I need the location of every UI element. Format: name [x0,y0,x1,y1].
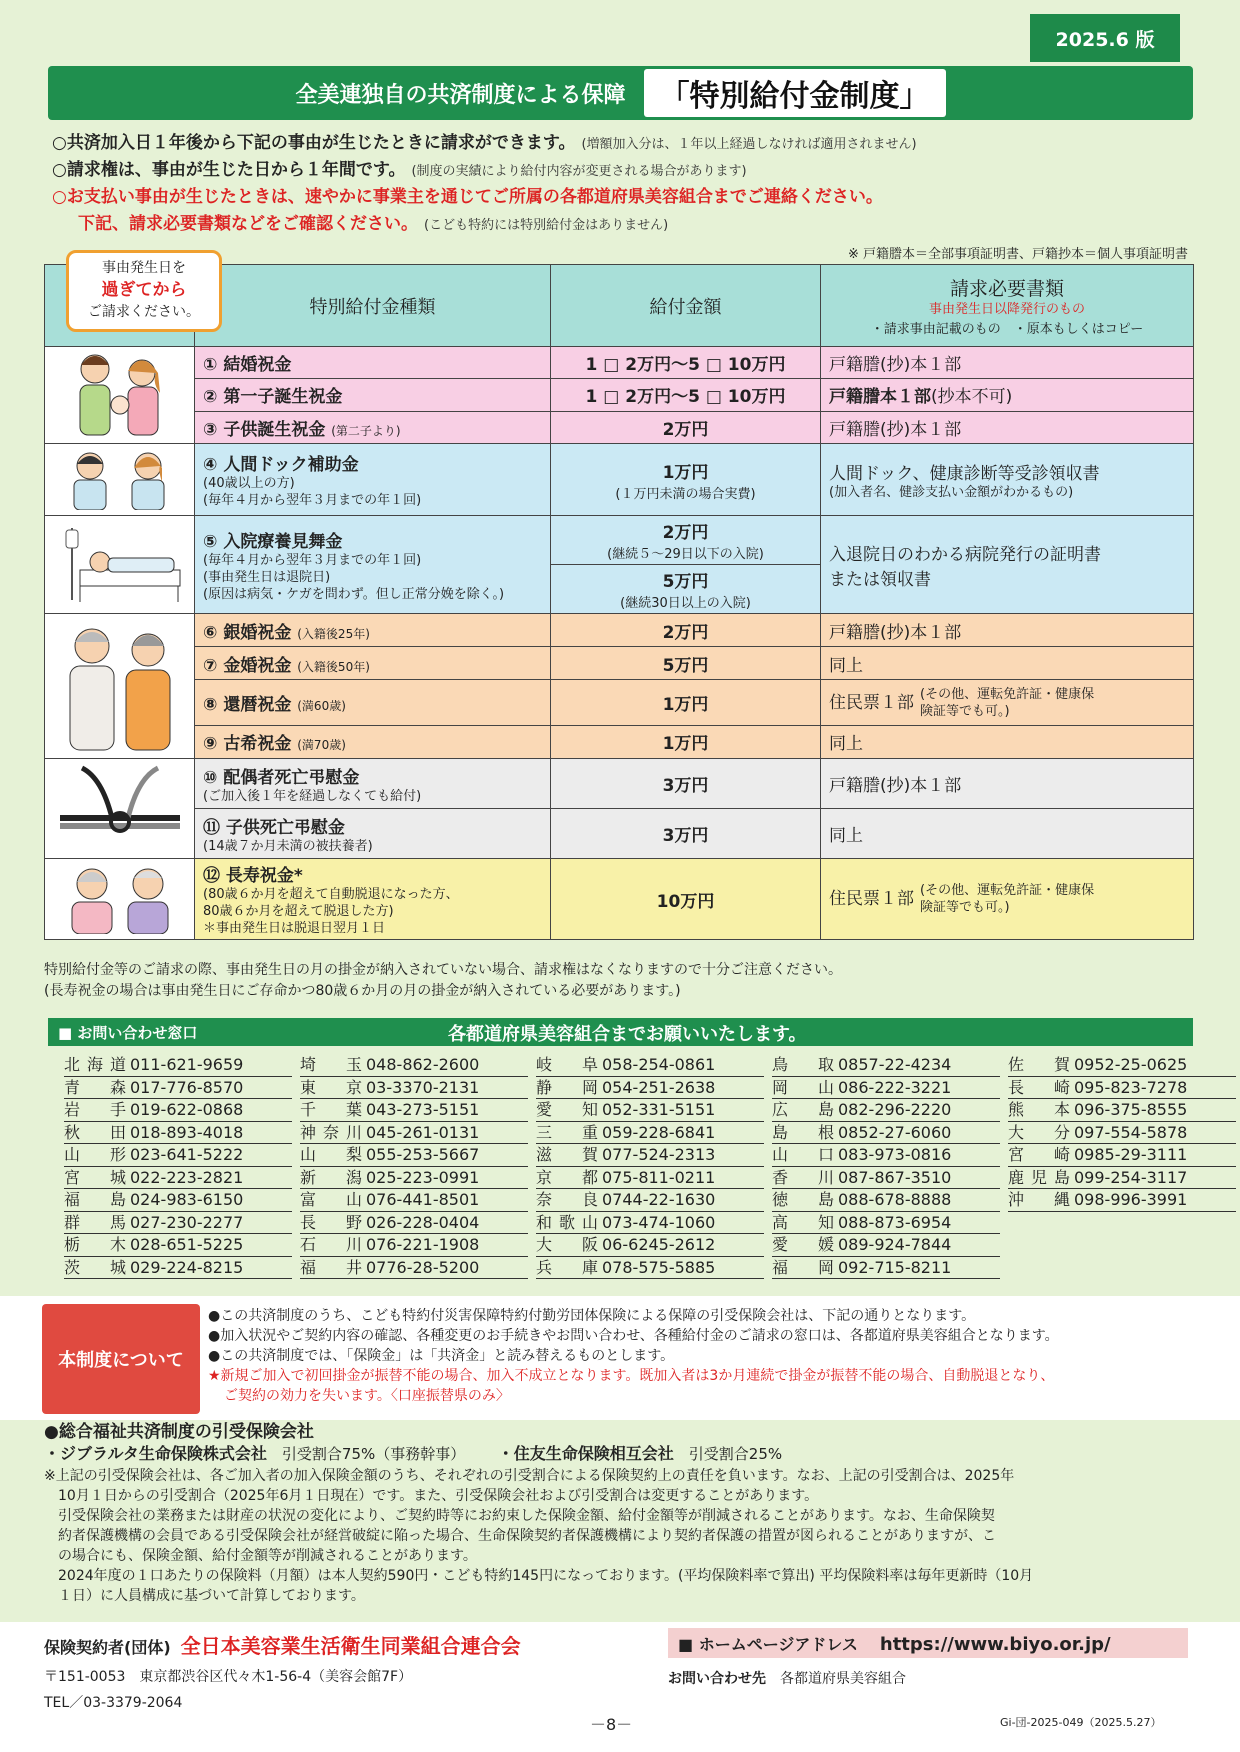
prefecture-name: 群馬 [64,1212,126,1232]
prefecture-name: 徳島 [772,1190,834,1209]
phone-number: 026-228-0404 [366,1212,480,1232]
head-type: 特別給付金種類 [195,265,551,347]
prefecture-name: 山口 [772,1145,834,1164]
phone-number: 089-924-7844 [838,1235,952,1254]
phone-row [300,1234,528,1257]
prefecture-name: 岡山 [772,1077,834,1097]
phone-row [772,1077,1000,1100]
phone-number: 054-251-2638 [602,1077,716,1097]
homepage: ■ ホームページアドレス https://www.biyo.or.jp/ [668,1628,1188,1658]
prefecture-name: 熊本 [1008,1100,1070,1119]
phone-number: 055-253-5667 [366,1145,480,1164]
phone-row [64,1122,292,1145]
note-4: 下記、請求必要書類などをご確認ください。 (こども特約には特別給付金はありません) [78,214,669,234]
phone-row [64,1212,292,1235]
phone-row [1008,1054,1236,1077]
prefecture-name: 大分 [1008,1122,1070,1142]
phone-column [772,1054,1000,1279]
contractor: 保険契約者(団体) 全日本美容業生活衛生同業組合連合会 [44,1634,521,1658]
phone-column [64,1054,292,1279]
table-row: ⑦ 金婚祝金 (入籍後50年) 5万円 同上 [45,647,1194,680]
address: 〒151-0053 東京都渋谷区代々木1-56-4（美容会館7F） TEL／03-3379-2064 [44,1669,413,1711]
prefecture-name: 鹿児島 [1008,1167,1070,1187]
phone-number: 03-3370-2131 [366,1077,480,1097]
phone-row [64,1077,292,1100]
prefecture-name: 青森 [64,1077,126,1097]
prefecture-name: 愛知 [536,1100,598,1119]
phone-number: 076-221-1908 [366,1235,480,1254]
prefecture-name: 佐賀 [1008,1055,1070,1074]
phone-directory [64,1054,1240,1279]
phone-row [300,1167,528,1190]
phone-number: 099-254-3117 [1074,1167,1188,1187]
phone-number: 0985-29-3111 [1074,1145,1188,1164]
phone-number: 011-621-9659 [130,1055,244,1074]
page-number: －8－ [590,1715,633,1734]
phone-number: 022-223-2821 [130,1167,244,1187]
benefit-table [44,264,1194,940]
prefecture-name: 和歌山 [536,1212,598,1232]
table-row: ⑤ 入院療養見舞金 (毎年４月から翌年３月までの年１回) (事由発生日は退院日) (原因は病気・ケガを問わず。但し正常分娩を除く。) 2万円 (継続５～29日以下の入院) 5万円 (継続30日以上の入院) 入退院日のわかる病院発行の証明書 または領収書 [45,516,1194,614]
phone-row [300,1257,528,1280]
phone-number: 0744-22-1630 [602,1190,716,1209]
phone-number: 06-6245-2612 [602,1235,716,1254]
phone-number: 048-862-2600 [366,1055,480,1074]
kana-note: ※ 戸籍謄本＝全部事項証明書、戸籍抄本＝個人事項証明書 [847,247,1188,262]
phone-number: 088-678-8888 [838,1190,952,1209]
prefecture-name: 広島 [772,1100,834,1119]
insurer-section: ●総合福祉共済制度の引受保険会社 ・ジブラルタ生命保険株式会社 引受割合75%（事務幹事） ・住友生命保険相互会社 引受割合25% ※上記の引受保険会社は、各ご加入者の加入保険金額のうち、それぞれの引受割合による保険契約上の責任を負います。なお、上記の引受割合は、2025年 10月１日からの引受割合（2025年6月１日現在）です。また、引受保険会社および引受割合は変更することがあります。 引受保険会社の業務または財産の状況の変化により、ご契約時等にお約束した保険金額、給付金額等が削減されることがあります。なお、生命保険契 約者保護機構の会員である引受保険会社が経営破綻に陥った場合、生命保険契約者保護機構により契約者保護の措置が図られることがありますが、こ の場合にも、保険金額、給付金額等が削減されることがあります。 2024年度の１口あたりの保険料（月額）は本人契約590円・こども特約145円になっております。(平均保険料率で算出) 平均保険料率は毎年更新時（10月 １日）に人員構成に基づいて計算しております。 [44,1422,1034,1604]
homepage-link[interactable]: https://www.biyo.or.jp/ [879,1634,1111,1655]
phone-row [536,1167,764,1190]
phone-number: 052-331-5151 [602,1100,716,1119]
note-1: ○共済加入日１年後から下記の事由が生じたときに請求ができます。 (増額加入分は、１年以上経過しなければ適用されません) [52,133,917,153]
prefecture-name: 栃木 [64,1235,126,1254]
table-row: ⑫ 長寿祝金* (80歳６か月を超えて自動脱退になった方、 80歳６か月を超えて脱退した方) ＊事由発生日は脱退日翌月１日 10万円 住民票１部 (その他、運転免許証・健康保 険証等でも可。) [45,859,1194,940]
head-amount: 給付金額 [551,265,821,347]
phone-number: 024-983-6150 [130,1190,244,1209]
phone-number: 087-867-3510 [838,1167,952,1187]
table-row: ⑨ 古希祝金 (満70歳) 1万円 同上 [45,725,1194,758]
prefecture-name: 奈良 [536,1190,598,1209]
note-3: ○お支払い事由が生じたときは、速やかに事業主を通じてご所属の各都道府県美容組合までご連絡ください。 [52,187,883,207]
prefecture-name: 山梨 [300,1145,362,1164]
prefecture-name: 愛媛 [772,1235,834,1254]
phone-row [300,1144,528,1167]
phone-number: 088-873-6954 [838,1212,952,1232]
prefecture-name: 大阪 [536,1235,598,1254]
phone-number: 0852-27-6060 [838,1122,952,1142]
page-title: 「特別給付金制度」 [644,69,946,117]
prefecture-name: 宮城 [64,1167,126,1187]
version-badge: 2025.6 版 [1030,14,1180,62]
phone-number: 029-224-8215 [130,1257,244,1277]
phone-row [536,1212,764,1235]
prefecture-name: 岐阜 [536,1055,598,1074]
phone-number: 025-223-0991 [366,1167,480,1187]
table-row: ③ 子供誕生祝金 (第二子より) 2万円 戸籍謄(抄)本１部 [45,411,1194,443]
prefecture-name: 長野 [300,1212,362,1232]
prefecture-name: 長崎 [1008,1077,1070,1097]
about-label: 本制度について [42,1304,200,1414]
phone-row [64,1257,292,1280]
phone-number: 083-973-0816 [838,1145,952,1164]
prefecture-name: 山形 [64,1145,126,1164]
table-row: ④ 人間ドック補助金 (40歳以上の方) (毎年４月から翌年３月までの年１回) 1万円 (１万円未満の場合実費) 人間ドック、健康診断等受診領収書 (加入者名、健診支払い金額がわかるもの) [45,444,1194,516]
table-row: ② 第一子誕生祝金 1 □ 2万円～5 □ 10万円 戸籍謄本１部(抄本不可) [45,379,1194,411]
prefecture-name: 静岡 [536,1077,598,1097]
phone-number: 078-575-5885 [602,1257,716,1277]
phone-row [300,1189,528,1212]
phone-number: 095-823-7278 [1074,1077,1188,1097]
prefecture-name: 岩手 [64,1100,126,1119]
prefecture-name: 埼玉 [300,1055,362,1074]
phone-row [536,1144,764,1167]
table-row: ⑥ 銀婚祝金 (入籍後25年) 2万円 戸籍謄(抄)本１部 [45,614,1194,647]
phone-row [300,1077,528,1100]
phone-row [64,1167,292,1190]
phone-row [772,1144,1000,1167]
phone-row [1008,1077,1236,1100]
prefecture-name: 島根 [772,1122,834,1142]
phone-row [772,1189,1000,1212]
phone-row [772,1234,1000,1257]
phone-number: 0776-28-5200 [366,1257,480,1277]
phone-number: 098-996-3991 [1074,1190,1188,1209]
prefecture-name: 神奈川 [300,1122,362,1142]
phone-row [772,1167,1000,1190]
phone-number: 018-893-4018 [130,1122,244,1142]
phone-row [64,1234,292,1257]
prefecture-name: 兵庫 [536,1257,598,1277]
elderly-couple-illustration [45,614,195,759]
hospital-illustration [45,516,195,614]
phone-row [64,1099,292,1122]
note-2: ○請求権は、事由が生じた日から１年間です。 (制度の実績により給付内容が変更される場合があります) [52,160,747,180]
prefecture-name: 高知 [772,1212,834,1232]
prefecture-name: 東京 [300,1077,362,1097]
phone-row [772,1257,1000,1280]
phone-number: 077-524-2313 [602,1145,716,1164]
prefecture-name: 福島 [64,1190,126,1209]
table-row: ① 結婚祝金 1 □ 2万円～5 □ 10万円 戸籍謄(抄)本１部 [45,347,1194,379]
phone-row [300,1099,528,1122]
phone-row [772,1099,1000,1122]
phone-row [1008,1144,1236,1167]
phone-row [300,1122,528,1145]
prefecture-name: 鳥取 [772,1055,834,1074]
phone-number: 086-222-3221 [838,1077,952,1097]
prefecture-name: 宮崎 [1008,1145,1070,1164]
phone-number: 096-375-8555 [1074,1100,1188,1119]
phone-row [772,1122,1000,1145]
prefecture-name: 北海道 [64,1055,126,1074]
table-row: ⑧ 還暦祝金 (満60歳) 1万円 住民票１部 (その他、運転免許証・健康保 険証等でも可。) [45,680,1194,726]
banner-lead: 全美連独自の共済制度による保障 [295,82,626,108]
phone-number: 0952-25-0625 [1074,1055,1188,1074]
prefecture-name: 富山 [300,1190,362,1209]
prefecture-name: 新潟 [300,1167,362,1187]
phone-number: 027-230-2277 [130,1212,244,1232]
phone-column [1008,1054,1236,1279]
phone-row [536,1077,764,1100]
phone-row [300,1212,528,1235]
phone-number: 043-273-5151 [366,1100,480,1119]
phone-row [536,1122,764,1145]
prefecture-name: 茨城 [64,1257,126,1277]
phone-row [64,1144,292,1167]
phone-number: 059-228-6841 [602,1122,716,1142]
phone-row [64,1189,292,1212]
phone-row [772,1054,1000,1077]
prefecture-name: 香川 [772,1167,834,1187]
phone-number: 045-261-0131 [366,1122,480,1142]
phone-row [536,1099,764,1122]
phone-number: 023-641-5222 [130,1145,244,1164]
phone-number: 019-622-0868 [130,1100,244,1119]
table-row: ⑩ 配偶者死亡弔慰金 (ご加入後１年を経過しなくても給付) 3万円 戸籍謄(抄)本１部 [45,759,1194,809]
phone-row [64,1054,292,1077]
title-banner [48,66,1193,120]
prefecture-name: 京都 [536,1167,598,1187]
phone-row [1008,1189,1236,1212]
phone-number: 076-441-8501 [366,1190,480,1209]
prefecture-name: 石川 [300,1235,362,1254]
about-text: ●この共済制度のうち、こども特約付災害保障特約付勤労団体保険による保障の引受保険会社は、下記の通りとなります。 ●加入状況やご契約内容の確認、各種変更のお手続きやお問い合わせ、各種給付金のご請求の窓口は、各都道府県美容組合となります。 ●この共済制度では、「保険金」は「共済金」と読み替えるものとします。 ★新規ご加入で初回掛金が振替不能の場合、加入不成立となります。既加入者は3か月連続で掛金が振替不能の場合、自動脱退となり、 ご契約の効力を失います。〈口座振替県のみ〉 [208,1308,1059,1404]
phone-number: 0857-22-4234 [838,1055,952,1074]
phone-row [772,1212,1000,1235]
prefecture-name: 滋賀 [536,1145,598,1164]
head-docs: 請求必要書類 事由発生日以降発行のもの ・請求事由記載のもの ・原本もしくはコピー [821,265,1194,347]
request-timing-callout: 事由発生日を 過ぎてから ご請求ください。 [66,250,222,332]
family-illustration [45,347,195,444]
payment-warning: 特別給付金等のご請求の際、事由発生日の月の掛金が納入されていない場合、請求権はなくなりますので十分ご注意ください。 (長寿祝金の場合は事由発生日にご存命かつ80歳６か月の月の掛金が納入されている必要があります。) [44,962,842,999]
phone-number: 017-776-8570 [130,1077,244,1097]
checkup-illustration [45,444,195,516]
phone-number: 092-715-8211 [838,1257,952,1277]
phone-row [536,1054,764,1077]
notes [52,130,1192,238]
prefecture-name: 千葉 [300,1100,362,1119]
prefecture-name: 沖縄 [1008,1190,1070,1209]
condolence-knot-illustration [45,759,195,859]
phone-number: 075-811-0211 [602,1167,716,1187]
prefecture-name: 秋田 [64,1122,126,1142]
document-id: Gi-団-2025-049（2025.5.27） [1000,1716,1162,1729]
phone-number: 097-554-5878 [1074,1122,1188,1142]
phone-number: 073-474-1060 [602,1212,716,1232]
phone-number: 082-296-2220 [838,1100,952,1119]
prefecture-name: 福井 [300,1257,362,1277]
contact-header: ■ お問い合わせ窓口 各都道府県美容組合までお願いいたします。 [48,1018,1193,1046]
prefecture-name: 福岡 [772,1257,834,1277]
phone-column [300,1054,528,1279]
phone-number: 058-254-0861 [602,1055,716,1074]
phone-row [1008,1122,1236,1145]
phone-row [300,1054,528,1077]
prefecture-name: 三重 [536,1122,598,1142]
elderly-celebration-illustration [45,859,195,940]
phone-row [1008,1099,1236,1122]
table-row: ⑪ 子供死亡弔慰金 (14歳７か月未満の被扶養者) 3万円 同上 [45,809,1194,859]
phone-row [1008,1167,1236,1190]
phone-column [536,1054,764,1279]
phone-row [536,1234,764,1257]
phone-row [536,1189,764,1212]
phone-row [536,1257,764,1280]
phone-number: 028-651-5225 [130,1235,244,1254]
inquiry: お問い合わせ先 各都道府県美容組合 [668,1671,906,1687]
